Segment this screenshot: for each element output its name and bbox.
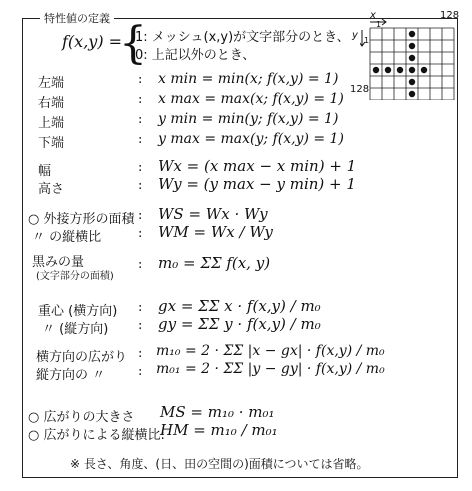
center-x-label: 重心 (横方向) xyxy=(38,304,118,319)
right-end-formula: x max = max(x; f(x,y) = 1) xyxy=(158,91,344,107)
mesh-dot xyxy=(385,67,391,73)
width-label: 幅 xyxy=(38,164,52,179)
rect-ratio-formula: WM = Wx / Wy xyxy=(158,223,273,241)
mesh-dot xyxy=(373,67,379,73)
black-amount-label: 黒みの量 xyxy=(32,255,85,270)
mesh-dot xyxy=(421,67,427,73)
colon: : xyxy=(138,257,143,272)
footnote: ※ 長さ、角度、(日、田の空間の)面積については省略。 xyxy=(70,457,369,471)
spread-x-label: 横方向の広がり xyxy=(36,350,128,365)
spread-size-formula: MS = m₁₀ · m₀₁ xyxy=(160,403,275,421)
colon: : xyxy=(138,132,143,147)
rect-area-label: ○ 外接方形の面積 xyxy=(28,212,135,227)
bottom-end-formula: y max = max(y; f(x,y) = 1) xyxy=(158,131,344,147)
center-x-formula: gx = ΣΣ x · f(x,y) / m₀ xyxy=(158,297,321,315)
black-amount-sublabel: (文字部分の面積) xyxy=(36,271,114,282)
spread-size-label: ○ 広がりの大きさ xyxy=(28,410,135,425)
colon: : xyxy=(138,72,143,87)
mesh-dot xyxy=(397,67,403,73)
right-end-label: 右端 xyxy=(38,96,65,111)
mesh-y-max: 128 xyxy=(350,84,370,95)
colon: : xyxy=(138,178,143,193)
spread-y-formula: m₀₁ = 2 · ΣΣ |y − gy| · f(x,y) / m₀ xyxy=(156,361,385,377)
rect-area-formula: WS = Wx · Wy xyxy=(158,205,268,223)
bottom-end-label: 下端 xyxy=(38,136,65,151)
colon: : xyxy=(138,208,143,223)
mesh-cells xyxy=(370,28,454,100)
center-y-label: 〃 (縦方向) xyxy=(42,322,109,337)
height-formula: Wy = (y max − y min) + 1 xyxy=(158,175,356,193)
colon: : xyxy=(138,364,143,379)
mesh-dot xyxy=(409,67,415,73)
mesh-x-max: 128 xyxy=(440,10,460,21)
spread-ratio-label: ○ 広がりによる縦横比: xyxy=(28,428,165,443)
colon: : xyxy=(138,318,143,333)
mesh-y-one: 1 xyxy=(364,36,370,45)
black-amount-formula: m₀ = ΣΣ f(x, y) xyxy=(158,254,271,272)
top-end-label: 上端 xyxy=(38,116,65,131)
mesh-grid-svg xyxy=(360,16,460,100)
top-end-formula: y min = min(y; f(x,y) = 1) xyxy=(158,111,339,127)
mesh-dot xyxy=(409,55,415,61)
colon: : xyxy=(138,346,143,361)
width-formula: Wx = (x max − x min) + 1 xyxy=(158,157,357,175)
mesh-dot xyxy=(409,31,415,37)
colon: : xyxy=(138,160,143,175)
brace-glyph: { xyxy=(119,18,147,69)
mesh-y-label: y xyxy=(352,30,358,41)
left-end-label: 左端 xyxy=(38,76,65,91)
mesh-dot xyxy=(409,43,415,49)
case-zero-text: 0: 上記以外のとき、 xyxy=(135,48,256,63)
colon: : xyxy=(138,226,143,241)
spread-x-formula: m₁₀ = 2 · ΣΣ |x − gx| · f(x,y) / m₀ xyxy=(156,343,385,359)
left-end-formula: x min = min(x; f(x,y) = 1) xyxy=(158,71,339,87)
rect-ratio-label: 〃 の縦横比 xyxy=(32,230,102,245)
mesh-dot xyxy=(409,79,415,85)
center-y-formula: gy = ΣΣ y · f(x,y) / m₀ xyxy=(158,315,321,333)
mesh-x-label: x xyxy=(370,10,376,21)
mesh-dot xyxy=(409,91,415,97)
fxy-label: f(x,y) = xyxy=(62,32,123,51)
colon: : xyxy=(138,92,143,107)
spread-y-label: 縦方向の 〃 xyxy=(36,368,106,383)
colon: : xyxy=(138,300,143,315)
section-title: 特性値の定義 xyxy=(40,10,114,26)
case-one-text: 1: メッシュ(x,y)が文字部分のとき、 xyxy=(135,30,350,45)
height-label: 高さ xyxy=(38,182,65,197)
spread-ratio-formula: HM = m₁₀ / m₀₁ xyxy=(160,421,278,439)
mesh-x-one: 1 xyxy=(376,20,382,29)
colon: : xyxy=(138,112,143,127)
